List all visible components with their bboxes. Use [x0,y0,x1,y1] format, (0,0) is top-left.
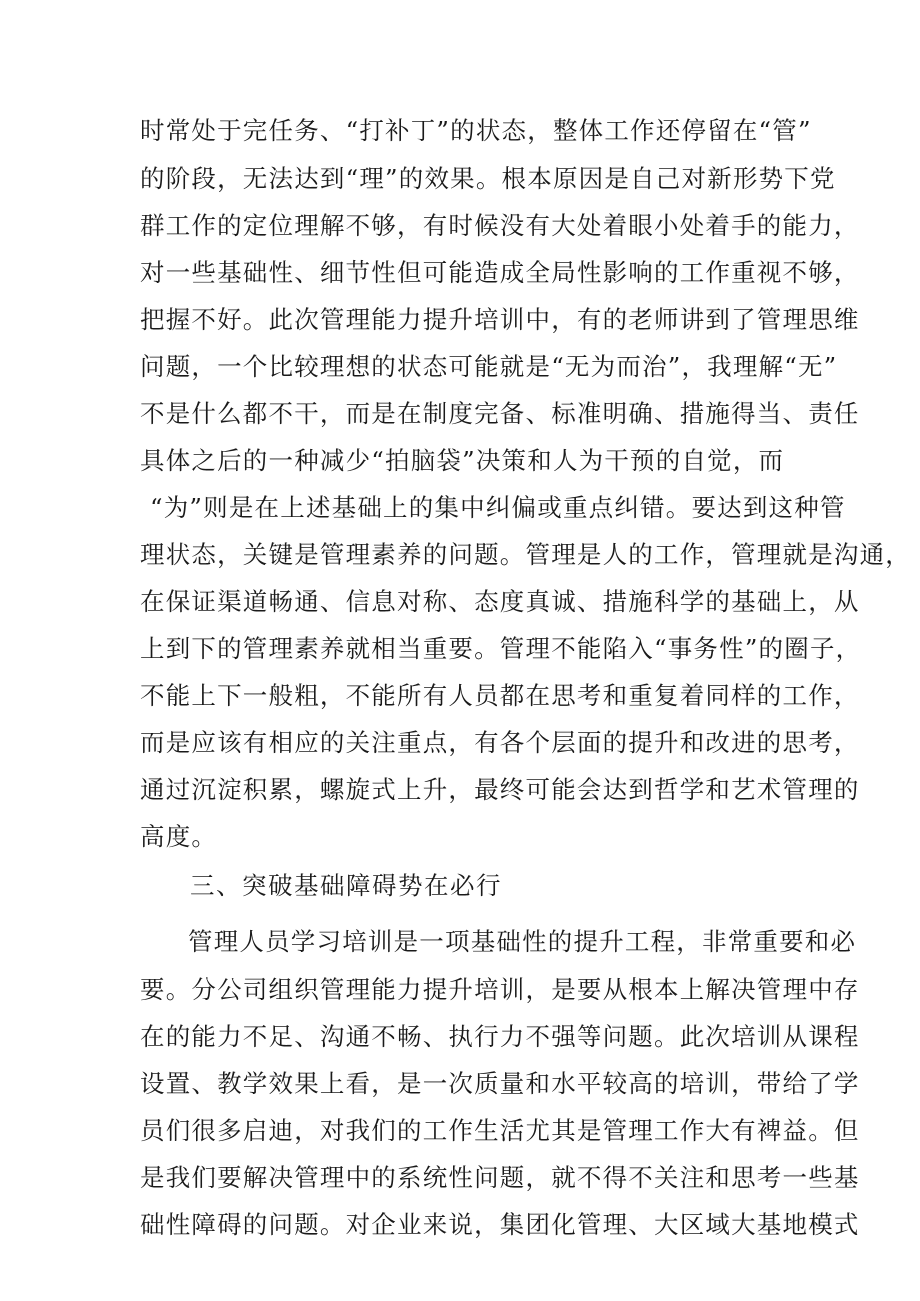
paragraph-1-line: 而是应该有相应的关注重点，有各个层面的提升和改进的思考， [140,728,860,757]
paragraph-2-line: 是我们要解决管理中的系统性问题，就不得不关注和思考一些基 [140,1163,860,1192]
paragraph-2-line: 础性障碍的问题。对企业来说，集团化管理、大区域大基地模式 [140,1210,860,1239]
paragraph-1-line: 在保证渠道畅通、信息对称、态度真诚、措施科学的基础上，从 [140,587,860,616]
paragraph-1-line: 理状态，关键是管理素养的问题。管理是人的工作，管理就是沟通， [140,540,911,569]
paragraph-1-line: 对一些基础性、细节性但可能造成全局性影响的工作重视不够， [140,258,860,287]
paragraph-1-line: 不能上下一般粗，不能所有人员都在思考和重复着同样的工作， [140,681,860,710]
paragraph-1-line: 上到下的管理素养就相当重要。管理不能陷入“事务性”的圈子， [140,634,862,663]
paragraph-2-line: 员们很多启迪，对我们的工作生活尤其是管理工作大有裨益。但 [140,1116,860,1145]
paragraph-1-line: 时常处于完任务、“打补丁”的状态，整体工作还停留在“管” [140,116,812,145]
paragraph-1-line: 把握不好。此次管理能力提升培训中，有的老师讲到了管理思维 [140,305,860,334]
paragraph-1-line: 高度。 [140,822,218,851]
paragraph-1-line: 不是什么都不干，而是在制度完备、标准明确、措施得当、责任 [140,399,860,428]
section-heading: 三、突破基础障碍势在必行 [190,871,502,900]
paragraph-1-line: 群工作的定位理解不够，有时候没有大处着眼小处着手的能力， [140,211,860,240]
paragraph-1-line: 具体之后的一种减少“拍脑袋”决策和人为干预的自觉，而 [140,446,785,475]
paragraph-1-line: “为”则是在上述基础上的集中纠偏或重点纠错。要达到这种管 [150,493,846,522]
paragraph-1-line: 通过沉淀积累，螺旋式上升，最终可能会达到哲学和艺术管理的 [140,775,860,804]
paragraph-2-line: 要。分公司组织管理能力提升培训，是要从根本上解决管理中存 [140,975,860,1004]
paragraph-2-line: 在的能力不足、沟通不畅、执行力不强等问题。此次培训从课程 [140,1022,860,1051]
paragraph-2-line: 管理人员学习培训是一项基础性的提升工程，非常重要和必 [188,927,857,956]
paragraph-1-line: 问题，一个比较理想的状态可能就是“无为而治”，我理解“无” [140,352,838,381]
paragraph-2-line: 设置、教学效果上看，是一次质量和水平较高的培训，带给了学 [140,1069,860,1098]
paragraph-1-line: 的阶段，无法达到“理”的效果。根本原因是自己对新形势下党 [140,164,836,193]
